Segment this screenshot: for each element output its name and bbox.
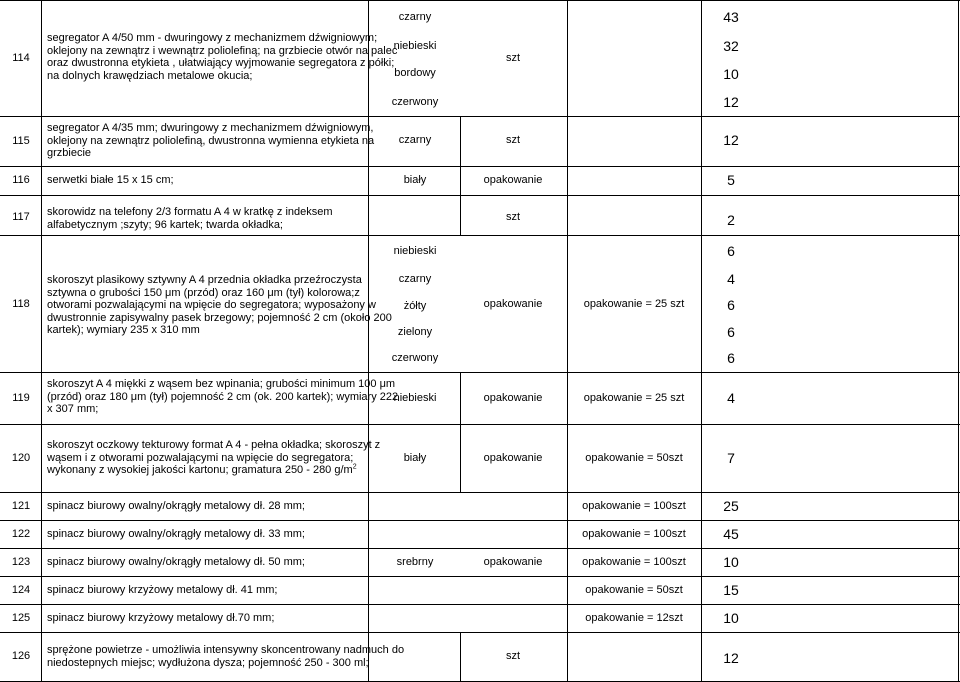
row-description: dwustronnie zapisywalny pasek brzegowy; pojemność 2 cm (około 200 — [47, 311, 392, 324]
row-number: 120 — [11, 452, 31, 464]
row-color: czarny — [398, 273, 432, 285]
row-description: sztywna o grubości 150 μm (przód) oraz 160 μm (tył) kolorowa;z — [47, 286, 360, 299]
row-description: wąsem i z otworami pozwalającymi na wpięcie do segregatora; — [47, 451, 354, 464]
row-number: 121 — [11, 500, 31, 512]
row-description: segregator A 4/50 mm - dwuringowy z mechanizmem dźwigniowym; — [47, 32, 378, 44]
row-unit: opakowanie — [483, 452, 543, 464]
col-line — [701, 0, 702, 682]
col-line — [460, 632, 461, 682]
row-description: segregator A 4/35 mm; dwuringowy z mechanizmem dźwigniowym, — [47, 122, 374, 134]
row-color: biały — [403, 452, 427, 464]
row-line — [0, 166, 960, 167]
row-quantity: 45 — [723, 526, 739, 542]
row-description: x 307 mm; — [47, 403, 99, 415]
row-quantity: 43 — [723, 9, 739, 25]
row-description: oraz dwustronna etykieta , ułatwiający wyjmowanie segregatora z półki; — [47, 57, 395, 69]
row-color: biały — [403, 174, 427, 186]
row-quantity: 6 — [727, 350, 735, 366]
row-description: skoroszyt A 4 miękki z wąsem bez wpinania; grubości minimum 100 μm — [47, 378, 396, 390]
row-quantity: 2 — [727, 212, 735, 228]
col-line — [41, 0, 42, 682]
row-quantity: 25 — [723, 498, 739, 514]
row-line — [0, 372, 960, 373]
row-quantity: 10 — [723, 610, 739, 626]
row-number: 122 — [11, 528, 31, 540]
row-quantity: 12 — [723, 94, 739, 110]
row-quantity: 32 — [723, 38, 739, 54]
row-description: grzbiecie — [47, 147, 92, 159]
col-line — [460, 116, 461, 235]
row-unit: opakowanie — [483, 298, 543, 310]
row-pack-size: opakowanie = 25 szt — [583, 298, 685, 310]
row-pack-size: opakowanie = 100szt — [582, 556, 686, 568]
row-description: otworami pozwalającymi na wpięcie do segregatora; wyposażony w — [47, 299, 376, 311]
row-color: niebieski — [393, 40, 437, 52]
row-unit: szt — [505, 650, 521, 662]
row-description: spinacz biurowy owalny/okrągły metalowy dł. 28 mm; — [47, 500, 305, 512]
row-line — [0, 632, 960, 633]
row-line — [0, 576, 960, 577]
row-number: 124 — [11, 584, 31, 596]
row-pack-size: opakowanie = 50szt — [585, 452, 683, 464]
row-line — [0, 0, 960, 1]
row-color: czarny — [398, 134, 432, 146]
row-quantity: 10 — [723, 554, 739, 570]
row-quantity: 7 — [727, 450, 735, 466]
row-color: czerwony — [391, 96, 439, 108]
row-quantity: 6 — [727, 243, 735, 259]
row-color: bordowy — [394, 67, 436, 79]
row-line — [0, 548, 960, 549]
row-quantity: 4 — [727, 271, 735, 287]
row-line — [0, 492, 960, 493]
row-quantity: 6 — [727, 297, 735, 313]
row-number: 117 — [12, 211, 30, 223]
row-unit: opakowanie — [483, 392, 543, 404]
row-description: kartek); wymiary 235 x 310 mm — [47, 324, 200, 336]
row-number: 116 — [12, 174, 30, 186]
row-pack-size: opakowanie = 100szt — [582, 528, 686, 540]
row-quantity: 12 — [723, 650, 739, 666]
row-color: czarny — [398, 11, 432, 23]
row-unit: szt — [505, 52, 521, 64]
row-description: skorowidz na telefony 2/3 formatu A 4 w kratkę z indeksem — [47, 206, 333, 218]
row-pack-size: opakowanie = 25 szt — [583, 392, 685, 404]
row-description — [47, 464, 357, 477]
row-unit: szt — [505, 134, 521, 146]
row-number: 119 — [12, 392, 30, 404]
col-line — [958, 0, 959, 682]
row-description: skoroszyt plasikowy sztywny A 4 przednia okładka przeźroczysta — [47, 274, 362, 286]
row-unit: opakowanie — [483, 174, 543, 186]
row-color: niebieski — [393, 392, 437, 404]
row-line — [0, 520, 960, 521]
row-quantity: 12 — [723, 132, 739, 148]
row-color: czerwony — [391, 352, 439, 364]
row-description: sprężone powietrze - umożliwia intensywny skoncentrowany nadmuch do — [47, 644, 405, 656]
row-description: spinacz biurowy owalny/okrągły metalowy dł. 50 mm; — [47, 556, 305, 568]
row-unit: szt — [505, 211, 521, 223]
row-description-text: wykonany z wysokiej jakości kartonu; gramatura 250 - 280 g/m — [47, 464, 353, 476]
row-quantity: 4 — [727, 390, 735, 406]
group-color: srebrny — [396, 556, 434, 568]
row-quantity: 15 — [723, 582, 739, 598]
row-number: 126 — [11, 650, 31, 662]
row-pack-size: opakowanie = 12szt — [585, 612, 683, 624]
row-quantity: 6 — [727, 324, 735, 340]
row-description: skoroszyt oczkowy tekturowy format A 4 - pełna okładka; skoroszyt z — [47, 439, 381, 451]
row-description: spinacz biurowy krzyżowy metalowy dł.70 mm; — [47, 612, 275, 624]
row-description: (przód) oraz 180 μm (tył) pojemność 2 cm (ok. 200 kartek); wymiary 222 — [47, 390, 399, 403]
row-description: oklejony na zewnątrz i wewnątrz poliolefiną; na grzbiecie otwór na palec — [47, 44, 398, 57]
row-description: spinacz biurowy owalny/okrągły metalowy dł. 33 mm; — [47, 528, 305, 540]
row-line — [0, 235, 960, 236]
row-description: serwetki białe 15 x 15 cm; — [47, 174, 174, 186]
row-number: 123 — [11, 556, 31, 568]
row-color: zielony — [397, 326, 433, 338]
row-description: na dolnych krawędziach metalowe okucia; — [47, 69, 253, 82]
row-color: żółty — [403, 300, 427, 312]
row-line — [0, 195, 960, 196]
row-description: niedostepnych miejsc; wydłużona dysza; pojemność 250 - 300 ml; — [47, 656, 369, 669]
col-line — [460, 372, 461, 492]
row-number: 118 — [12, 298, 30, 310]
row-quantity: 5 — [727, 172, 735, 188]
row-description: alfabetycznym ;szyty; 96 kartek; twarda okładka; — [47, 218, 283, 231]
row-number: 115 — [12, 135, 30, 147]
row-quantity: 10 — [723, 66, 739, 82]
col-line — [567, 0, 568, 682]
row-pack-size: opakowanie = 100szt — [582, 500, 686, 512]
row-line — [0, 116, 960, 117]
row-line — [0, 604, 960, 605]
row-number: 125 — [11, 612, 31, 624]
row-pack-size: opakowanie = 50szt — [585, 584, 683, 596]
row-number: 114 — [12, 52, 30, 64]
row-line — [0, 424, 960, 425]
col-line — [368, 0, 369, 682]
group-unit: opakowanie — [483, 556, 543, 568]
row-description: oklejony na zewnątrz poliolefiną, dwustronna wymienna etykieta na — [47, 134, 375, 147]
superscript: 2 — [352, 463, 357, 471]
row-color: niebieski — [393, 245, 437, 257]
row-description: spinacz biurowy krzyżowy metalowy dł. 41 mm; — [47, 584, 278, 596]
